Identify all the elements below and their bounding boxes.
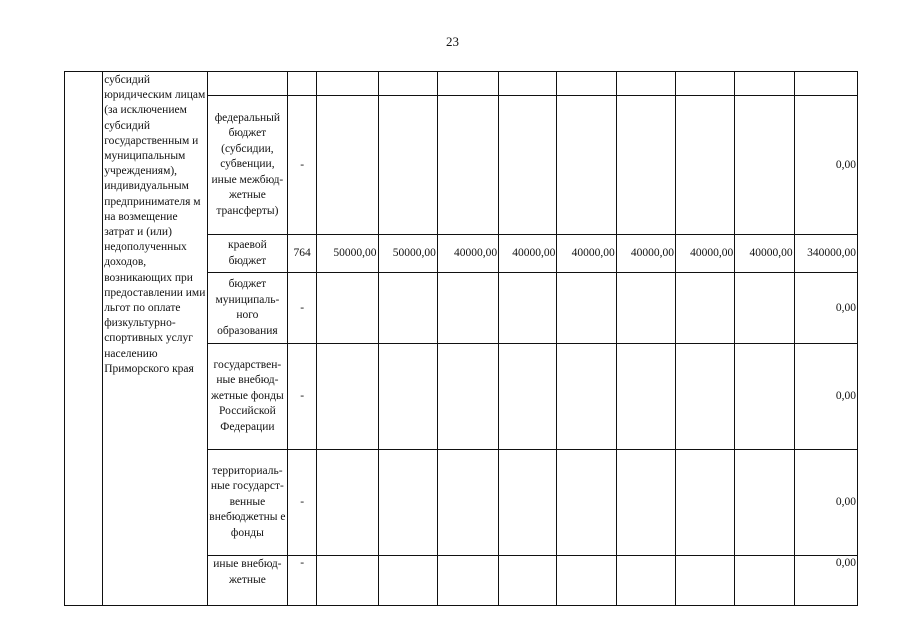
budget-code-cell: - xyxy=(288,450,317,556)
funding-table-container xyxy=(64,71,858,605)
measure-description: субсидий юридическим лицам (за исключением субсидий государственным и муниципальным учреждениям), индивидуальным предпринимателя м на возмещение затрат и (или) недополученных доходов, возникающих при предоставлении ими льгот по оплате физкультурно-спортивных услуг населению Приморского края xyxy=(104,74,206,375)
year-value-cell xyxy=(676,273,735,344)
budget-code-cell: - xyxy=(288,96,317,235)
year-value-cell xyxy=(616,96,675,235)
total-value-cell: 0,00 xyxy=(794,344,857,450)
year-value-cell xyxy=(616,450,675,556)
value-cell-empty xyxy=(557,72,616,96)
year-value-cell xyxy=(676,96,735,235)
year-value-cell xyxy=(437,273,498,344)
year-value-cell: 40000,00 xyxy=(557,235,616,273)
page-number: 23 xyxy=(446,34,459,49)
index-cell xyxy=(65,72,103,606)
total-value-cell: 0,00 xyxy=(794,450,857,556)
year-value-cell xyxy=(499,450,557,556)
value-cell-empty xyxy=(499,72,557,96)
year-value-cell xyxy=(735,273,794,344)
year-value-cell xyxy=(499,96,557,235)
year-value-cell xyxy=(378,273,437,344)
year-value-cell xyxy=(676,450,735,556)
year-value-cell xyxy=(735,556,794,606)
year-value-cell xyxy=(616,273,675,344)
year-value-cell xyxy=(437,556,498,606)
year-value-cell xyxy=(676,344,735,450)
year-value-cell xyxy=(557,96,616,235)
year-value-cell xyxy=(437,96,498,235)
year-value-cell xyxy=(499,556,557,606)
year-value-cell xyxy=(499,273,557,344)
year-value-cell xyxy=(616,556,675,606)
source-cell-empty xyxy=(207,72,287,96)
year-value-cell xyxy=(378,556,437,606)
value-cell-empty xyxy=(317,72,378,96)
year-value-cell xyxy=(676,556,735,606)
year-value-cell xyxy=(378,450,437,556)
total-cell-empty xyxy=(794,72,857,96)
funding-source-cell: краевой бюджет xyxy=(207,235,287,273)
year-value-cell: 40000,00 xyxy=(616,235,675,273)
year-value-cell xyxy=(378,96,437,235)
year-value-cell: 40000,00 xyxy=(735,235,794,273)
total-value-cell: 0,00 xyxy=(794,556,857,606)
year-value-cell xyxy=(735,344,794,450)
code-cell-empty xyxy=(288,72,317,96)
year-value-cell: 40000,00 xyxy=(499,235,557,273)
year-value-cell: 40000,00 xyxy=(437,235,498,273)
year-value-cell: 50000,00 xyxy=(378,235,437,273)
budget-code-cell: - xyxy=(288,344,317,450)
year-value-cell xyxy=(317,273,378,344)
year-value-cell xyxy=(557,273,616,344)
year-value-cell xyxy=(317,450,378,556)
total-value-cell: 0,00 xyxy=(794,96,857,235)
year-value-cell xyxy=(317,344,378,450)
funding-source-cell: территориаль-ные государст-венные внебюджетны е фонды xyxy=(207,450,287,556)
funding-source-cell: государствен-ные внебюд-жетные фонды Российской Федерации xyxy=(207,344,287,450)
funding-source-cell: иные внебюд-жетные xyxy=(207,556,287,606)
total-value-cell: 0,00 xyxy=(794,273,857,344)
value-cell-empty xyxy=(378,72,437,96)
year-value-cell xyxy=(437,344,498,450)
budget-code-cell: 764 xyxy=(288,235,317,273)
year-value-cell: 50000,00 xyxy=(317,235,378,273)
year-value-cell xyxy=(616,344,675,450)
year-value-cell xyxy=(378,344,437,450)
value-cell-empty xyxy=(676,72,735,96)
year-value-cell xyxy=(557,450,616,556)
funding-source-cell: бюджет муниципаль-ного образования xyxy=(207,273,287,344)
budget-code-cell: - xyxy=(288,556,317,606)
year-value-cell xyxy=(317,96,378,235)
year-value-cell xyxy=(499,344,557,450)
funding-source-cell: федеральный бюджет (субсидии, субвенции, иные межбюд-жетные трансферты) xyxy=(207,96,287,235)
value-cell-empty xyxy=(437,72,498,96)
year-value-cell xyxy=(735,96,794,235)
year-value-cell xyxy=(317,556,378,606)
table-row-continuation xyxy=(65,72,858,96)
value-cell-empty xyxy=(735,72,794,96)
funding-table xyxy=(64,71,858,606)
year-value-cell: 40000,00 xyxy=(676,235,735,273)
year-value-cell xyxy=(437,450,498,556)
total-value-cell: 340000,00 xyxy=(794,235,857,273)
year-value-cell xyxy=(557,556,616,606)
value-cell-empty xyxy=(616,72,675,96)
measure-description-cell xyxy=(103,72,208,606)
budget-code-cell: - xyxy=(288,273,317,344)
year-value-cell xyxy=(735,450,794,556)
year-value-cell xyxy=(557,344,616,450)
